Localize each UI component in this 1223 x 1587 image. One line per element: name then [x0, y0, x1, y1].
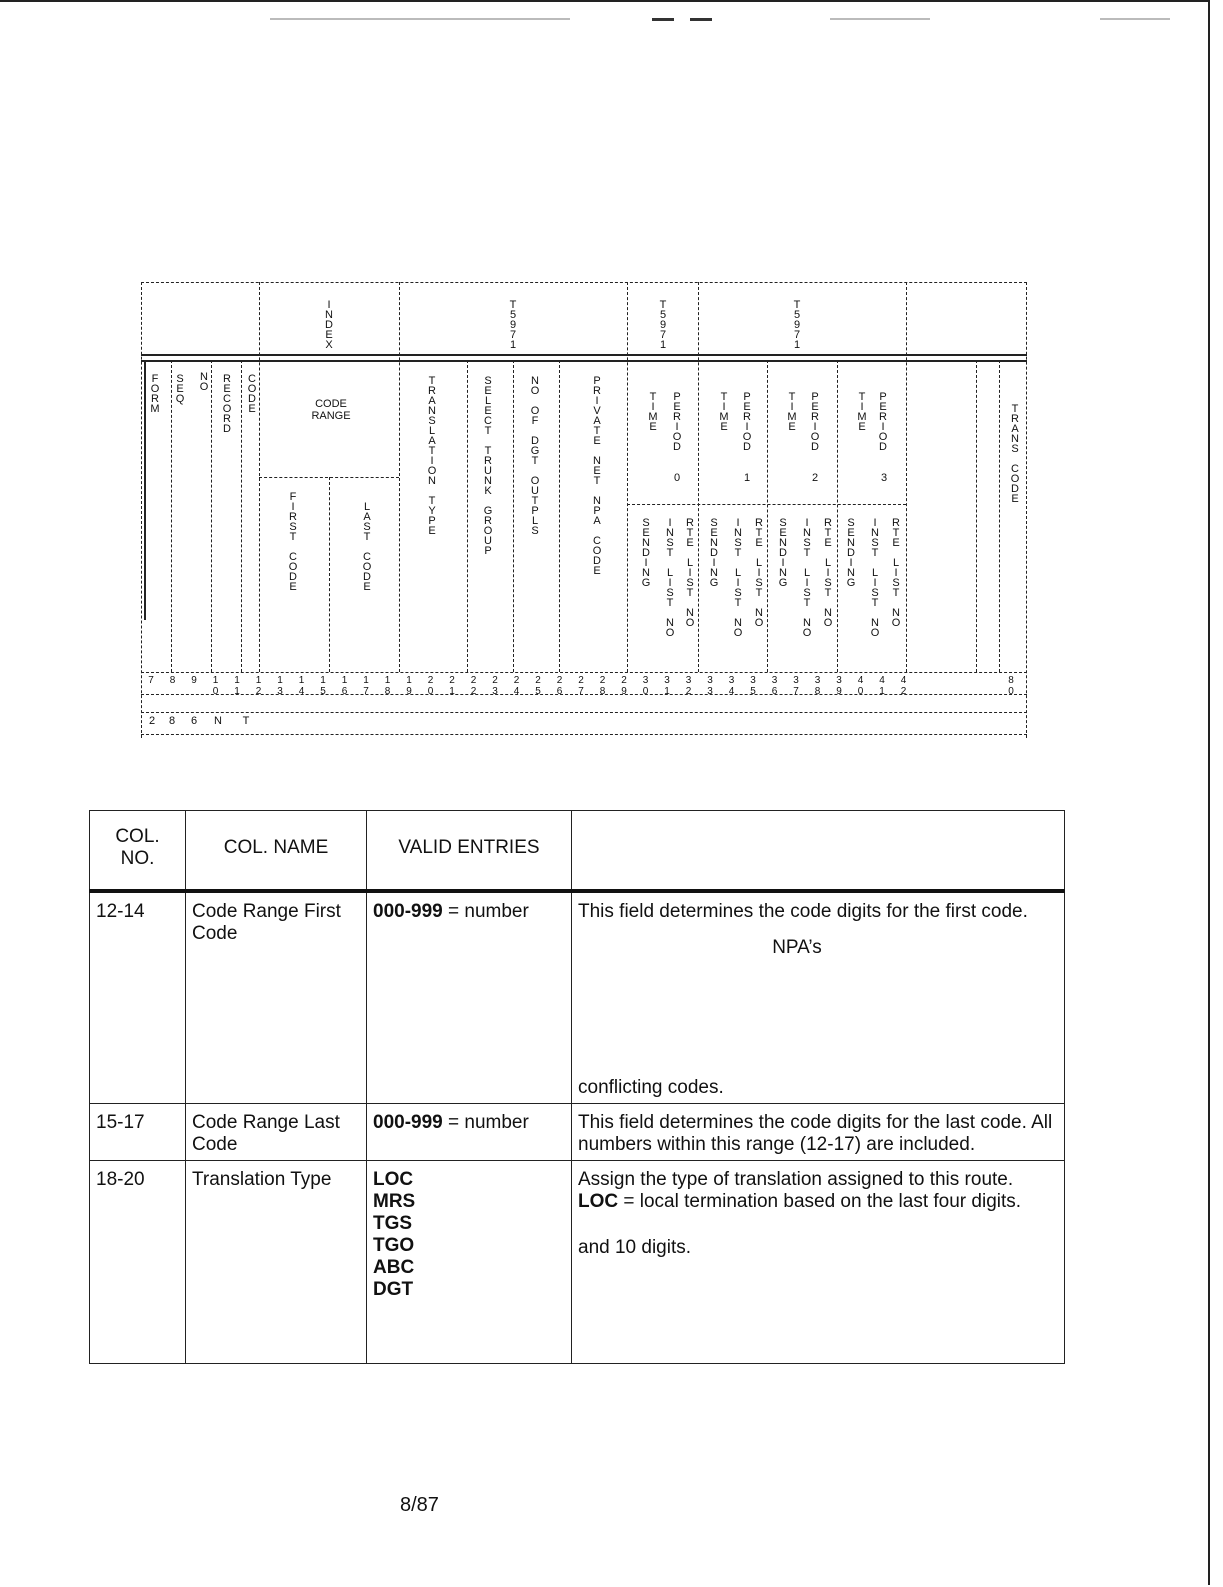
col-rte-list-0: R T E L I S T N O — [685, 517, 695, 629]
table-row — [90, 1161, 1065, 1364]
cell-col-no: 18-20 — [90, 1161, 186, 1364]
col-inst-list-3: I N S T L I S T N O — [870, 517, 880, 639]
fixed-entry: 2 — [148, 715, 156, 727]
cell-col-name: Translation Type — [186, 1161, 367, 1364]
col-trans-code: T R A N S C O D E — [1010, 403, 1020, 505]
col-sending-2: S E N D I N G — [778, 517, 788, 589]
col-select-trunk-group: S E L E C T T R U N K G R O U P — [483, 375, 493, 557]
column-number: 2 8 — [599, 675, 606, 697]
col-period-1: P E R I O D — [742, 391, 752, 453]
table-row — [90, 891, 1065, 1104]
column-number: 2 1 — [449, 675, 455, 697]
cell-valid-entries: LOC MRS TGS TGO ABC DGT — [367, 1161, 572, 1364]
column-number: 1 2 — [255, 675, 262, 697]
cell-description: This field determines the code digits for the last code. All numbers within this range (12-17) are included. — [572, 1104, 1065, 1161]
scan-artifact — [830, 18, 930, 20]
col-time-3: T I M E — [857, 391, 867, 433]
cell-valid-entries: 000-999 = number — [367, 891, 572, 1104]
column-number: 8 0 — [1008, 675, 1014, 697]
table-row — [90, 1104, 1065, 1161]
column-number: 1 0 — [212, 675, 219, 697]
column-number: 4 1 — [879, 675, 885, 697]
col-period-2: P E R I O D — [810, 391, 820, 453]
column-number: 4 0 — [857, 675, 864, 697]
column-number: 3 2 — [685, 675, 692, 697]
column-number: 3 4 — [728, 675, 735, 697]
col-rte-list-1: R T E L I S T N O — [754, 517, 764, 629]
column-number: 2 4 — [513, 675, 520, 697]
header-description — [572, 811, 1065, 892]
column-number: 1 4 — [298, 675, 305, 697]
col-sending-3: S E N D I N G — [846, 517, 856, 589]
section-label-t5971: T 5 9 7 1 — [659, 299, 667, 351]
column-number: 2 5 — [535, 675, 541, 697]
column-number: 3 7 — [793, 675, 799, 697]
column-number: 1 7 — [363, 675, 369, 697]
col-code-range: CODE RANGE — [311, 398, 351, 422]
col-time-2: T I M E — [787, 391, 797, 433]
col-inst-list-2: I N S T L I S T N O — [802, 517, 812, 639]
col-translation-type: T R A N S L A T I O N T Y P E — [427, 375, 437, 537]
col-first-code: F I R S T C O D E — [288, 491, 298, 593]
column-number: 1 1 — [234, 675, 240, 697]
scan-artifact — [652, 18, 674, 21]
col-period-0: P E R I O D — [672, 391, 682, 453]
fixed-entry: 8 — [168, 715, 176, 727]
column-number: 3 3 — [707, 675, 713, 697]
column-number: 2 6 — [556, 675, 563, 697]
column-number: 3 8 — [814, 675, 821, 697]
column-number: 1 8 — [384, 675, 391, 697]
cell-col-name: Code Range First Code — [186, 891, 367, 1104]
page-number: 8/87 — [400, 1494, 439, 1516]
header-valid-entries: VALID ENTRIES — [367, 811, 572, 892]
column-number: 1 5 — [320, 675, 326, 697]
period-number-2: 2 — [811, 472, 819, 484]
column-number: 1 9 — [406, 675, 412, 697]
section-label-t5971: T 5 9 7 1 — [793, 299, 801, 351]
record-layout-form — [141, 282, 1027, 738]
column-definition-table — [89, 810, 1065, 1364]
col-code: C O D E — [247, 373, 257, 415]
col-sending-1: S E N D I N G — [709, 517, 719, 589]
scan-artifact — [270, 18, 570, 20]
col-rte-list-3: R T E L I S T N O — [891, 517, 901, 629]
cell-description: This field determines the code digits for the first code. NPA’s conflicting codes. — [572, 891, 1065, 1104]
cell-valid-entries: 000-999 = number — [367, 1104, 572, 1161]
table-header-row — [90, 811, 1065, 892]
col-inst-list-1: I N S T L I S T N O — [733, 517, 743, 639]
column-number: 2 0 — [427, 675, 434, 697]
col-last-code: L A S T C O D E — [362, 501, 372, 593]
section-label-t5971: T 5 9 7 1 — [509, 299, 517, 351]
period-number-3: 3 — [880, 472, 888, 484]
header-col-no: COL. NO. — [90, 811, 186, 892]
col-form: F O R M — [150, 373, 160, 415]
column-number: 2 3 — [492, 675, 498, 697]
col-sending-0: S E N D I N G — [641, 517, 651, 589]
cell-description: Assign the type of translation assigned to this route. LOC = local termination based on the last four digits. and 10 digits. — [572, 1161, 1065, 1364]
column-number: 3 6 — [771, 675, 778, 697]
column-number: 8 — [169, 675, 176, 686]
column-number: 7 — [148, 675, 154, 686]
col-time-1: T I M E — [719, 391, 729, 433]
fixed-entry: 6 — [190, 715, 198, 727]
column-number: 2 2 — [470, 675, 477, 697]
col-period-3: P E R I O D — [878, 391, 888, 453]
col-no: N O — [199, 371, 209, 393]
scan-artifact — [1100, 18, 1170, 20]
col-private-net-npa-code: P R I V A T E N E T N P A C O D E — [592, 375, 602, 577]
fixed-entry: N — [214, 715, 222, 727]
col-time-0: T I M E — [648, 391, 658, 433]
column-number: 4 2 — [900, 675, 907, 697]
col-seq: S E Q — [175, 373, 185, 405]
col-inst-list-0: I N S T L I S T N O — [665, 517, 675, 639]
cell-col-name: Code Range Last Code — [186, 1104, 367, 1161]
column-number: 2 9 — [621, 675, 627, 697]
column-number: 1 6 — [341, 675, 348, 697]
cell-col-no: 15-17 — [90, 1104, 186, 1161]
column-number: 2 7 — [578, 675, 584, 697]
cell-col-no: 12-14 — [90, 891, 186, 1104]
col-record: R E C O R D — [222, 373, 232, 435]
period-number-0: 0 — [673, 472, 681, 484]
npa-note: NPA’s — [772, 937, 822, 958]
column-number: 3 0 — [642, 675, 649, 697]
header-col-name: COL. NAME — [186, 811, 367, 892]
section-label-index: I N D E X — [325, 299, 333, 351]
fixed-entry: T — [242, 715, 250, 727]
column-number: 3 1 — [664, 675, 670, 697]
column-number: 3 5 — [750, 675, 756, 697]
scan-artifact — [690, 18, 712, 21]
col-no-of-dgt-outpls: N O O F D G T O U T P L S — [530, 375, 540, 537]
period-number-1: 1 — [743, 472, 751, 484]
column-number: 9 — [191, 675, 197, 686]
column-number: 3 9 — [836, 675, 842, 697]
col-rte-list-2: R T E L I S T N O — [823, 517, 833, 629]
column-number: 1 3 — [277, 675, 283, 697]
